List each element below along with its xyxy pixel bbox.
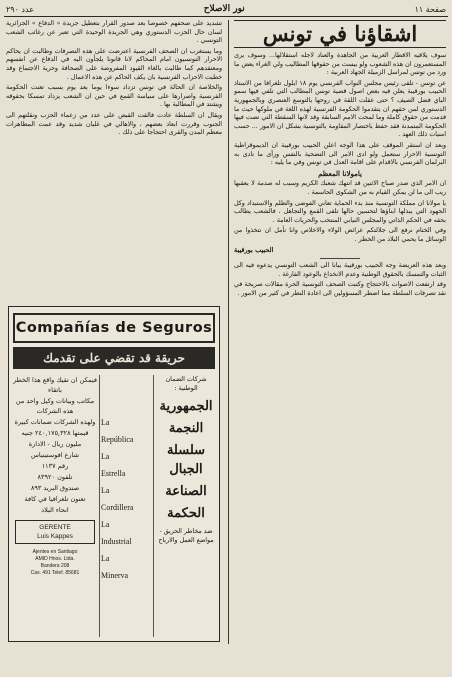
article-paragraph: سوف يلاقيه الاقطار العربية من الجاهدة والعناد لاجله استقلالها... وسوف يرى المستعمرون ان هذه الشعوب ولو بيست من حقوقها المطاليب ولي الغراء يعض ما ورد من تونس لمراسل الزميلة الجهاد العربية : [234, 52, 446, 77]
office-line: تلفون ٨٣٩٢٠ [37, 473, 73, 481]
office-line: فيمكن ان تقيك واقع هذا الخطر باتقاء [13, 376, 97, 394]
article-paragraph: ان الامر الذي صدر صباح الاثنين قد انتهك شعبك الكريم وسبب له صدمة لا يعقبها ريب الى ما لن يمكن القيام به من الشكوى الحاسمة . [234, 180, 446, 196]
header-rule [4, 16, 448, 17]
section-rule [320, 258, 360, 259]
company-arabic: الحكمة [167, 506, 205, 521]
company-arabic: الجمهورية [159, 399, 213, 414]
office-line: انحاء البلاد [41, 506, 69, 514]
company-latin: La [101, 486, 110, 495]
company-arabic: النجمة [168, 421, 204, 436]
company-latin: Estrella [101, 469, 126, 478]
office-line: قيمتها ٢٤٠,١٧٥,٣٢٨ جنيه [21, 429, 89, 437]
company-latin: Cordillera [101, 503, 134, 512]
company-names-arabic [155, 375, 217, 637]
ad-divider [153, 375, 154, 637]
agents-line: Ajentes en Santiago [32, 549, 78, 555]
masthead: نور الاصلاح [203, 4, 245, 14]
insurance-advertisement [8, 306, 220, 642]
company-arabic: سلسلة الجبال [166, 443, 206, 477]
article-paragraph: يا مولانا ان مملكة التونسية منذ بدء الحماية تعاني الفوضى والظلم والاستبداد وكل الجهود التي يبذلها ابناؤها لتحسين حالها تلقى القمع والتجاهل ، فالشعب يطالب بحقه في الحكم الذاتي والمجلس النيابي المنتخب والحريات العامة . [234, 199, 446, 224]
agents-line: AMID Hnos. Ltda. [35, 556, 75, 562]
article-paragraph: وبعد هذه العريضة وجه الحبيب بورقيبة بيانا الى الشعب التونسي يدعوه فيه الى الثبات والتمسك بالحقوق الوطنية وعدم الانخداع بالوعود الفارغة . [234, 262, 446, 278]
office-line: تعنون تلغرافيا في كافة [24, 495, 86, 503]
article-paragraph: وقد ارتفعت الاصوات بالاحتجاج وكتبت الصحف التونسية الحرة مقالات صريحة في نقد تصرفات السلطة مما اضطر المسؤولين الى اعادة النظر في كثير من الامور . [234, 281, 446, 297]
company-latin: Industrial [101, 537, 132, 546]
office-line: شارع افوستينياس [31, 451, 79, 459]
office-line: مكاتب وبيانات وكيل واحد من هذه الشركات [15, 397, 95, 415]
agents-line: Cas. 491 Telef. 85681 [30, 570, 80, 576]
company-latin: La [101, 418, 110, 427]
page-header [6, 2, 446, 16]
company-latin: Minerva [101, 571, 129, 580]
article-paragraph: وفي الختام نرفع الى جلالتكم عرائض الولاء والاخلاص وانا نأمل ان تتخذوا من الوسائل ما يحمي البلاد من الخطر . [234, 227, 446, 243]
companies-footer: ضد مخاطر الحريق - مواضع العمل والارباح [158, 528, 214, 544]
ad-office-info [13, 375, 97, 637]
company-latin: República [101, 435, 134, 444]
ad-slogan: حريقة قد تقضي على تقدمك [13, 347, 215, 369]
office-line: مليون ريال - الادارة [28, 440, 82, 448]
office-line: ولهذه الشركات ضمانات كبيرة [14, 418, 96, 426]
article-column [234, 20, 446, 646]
continuation-paragraph: تشديد على صحفهم خصوصا بعد صدور القرار بتعطيل جريدة « الدفاع » الجزائرية لسان حال الحزب الدستوري وهي الجريدة الوحيدة التي تعبر عن رغائب الشعب التونسي . [6, 20, 222, 45]
issue-number: عدد ٢٩٠ [6, 4, 34, 14]
companies-intro: شركات الضمان الوطنية : [165, 376, 207, 392]
page-number: صفحة ١١ [414, 4, 446, 14]
gerente-label: GERENTE [39, 524, 71, 531]
company-names-latin [101, 375, 151, 677]
continuation-paragraph: وما يستغرب ان الصحف الفرنسية اعترضت على هذه التصرفات وطالبت ان يحاكم الاحرار التونسيون امام المحاكم لانا قانونا يلجأون اليه في الدفاع عن انفسهم ومعتقدهم كما طالبت بالغاء القيود المفروضة على الصحافة وحرية الاجتماع وقد خطبت الاحزاب الفرنسية بان يكف الحاكم عن هذه الاعمال . [6, 47, 222, 81]
article-headline: اشقاؤنا في تونس [234, 20, 446, 48]
ad-divider [99, 375, 100, 637]
gerente-box [15, 520, 95, 544]
ad-title: Compañías de Seguros [13, 313, 215, 343]
company-latin: La [101, 452, 110, 461]
agents-info [13, 549, 97, 577]
company-arabic: الصناعة [165, 484, 207, 499]
continuation-column [6, 20, 222, 295]
continuation-paragraph: ويقال ان السلطة عادت فالقت القبض على عدد من زعماء الحزب ونقلتهم الى الجنوب وقررت ابعاد بعضهم ، والاهالي في غليان شديد وقد عمت المظاهرات معظم المدن والقرى احتجاجا على ذلك . [6, 111, 222, 137]
continuation-paragraph: والخلاصة ان الحالة في تونس تزداد سوءا يوما بعد يوم بسبب تعنت الحكومة الفرنسية واصرارها على سياسة القمع في حين ان الشعب يزداد تمسكا بحقوقه ويشتد في المطالبة بها . [6, 84, 222, 109]
article-signature: الحبيب بورقيبة [234, 246, 274, 255]
gerente-name: Luis Kappes [37, 533, 73, 540]
agents-line: Bandera 208 [40, 563, 70, 569]
article-paragraph: عن تونس - تلقى رئيس مجلس النواب الفرنسي يوم ١٨ ايلول تلغرافا من الاستاذ الحبيب بورقيبة يعلن فيه بعض اصول قضية تونس المطالب التي تلفي فيها سمو الباي فضل الصيف ؟ حتى عقلت اللقة في روحها بالتوسع العنصري وبالجمهورية الدستوري لمن حقهم ان يتقدموا الحكومة الفرنسية لهذه اللغة في ملوكها حيث ما قدمت من حقوق كاملة وما لمحت الامم السابقة وقد لانها السقطة التي تصت فيها الحكومة المتمدنة فقد حفظ باختصار المقاومة بالتونسية بشكل ان الامور ... حسب امنيات ذلك العهد . [234, 79, 446, 139]
company-latin: La [101, 520, 110, 529]
article-paragraph: وبعد ان استقر الموقف على هذا الوجه اعلن الحبيب بورقيبة ان الديموقراطية التونسية الاحرار ستعمل ولو ادى الامر الى التضحية بالنفس ورأى ما نادى به البرلمان الفرنسي بالاقدام على اقامة العدل في تونس وفي ما يليه : [234, 141, 446, 167]
section-title: يامولانا المعظم [318, 168, 362, 178]
office-line: رقم ١١٣٧ [41, 462, 69, 470]
office-line: صندوق البريد ٨٩٣ [30, 484, 80, 492]
column-divider [228, 20, 229, 644]
company-latin: La [101, 554, 110, 563]
